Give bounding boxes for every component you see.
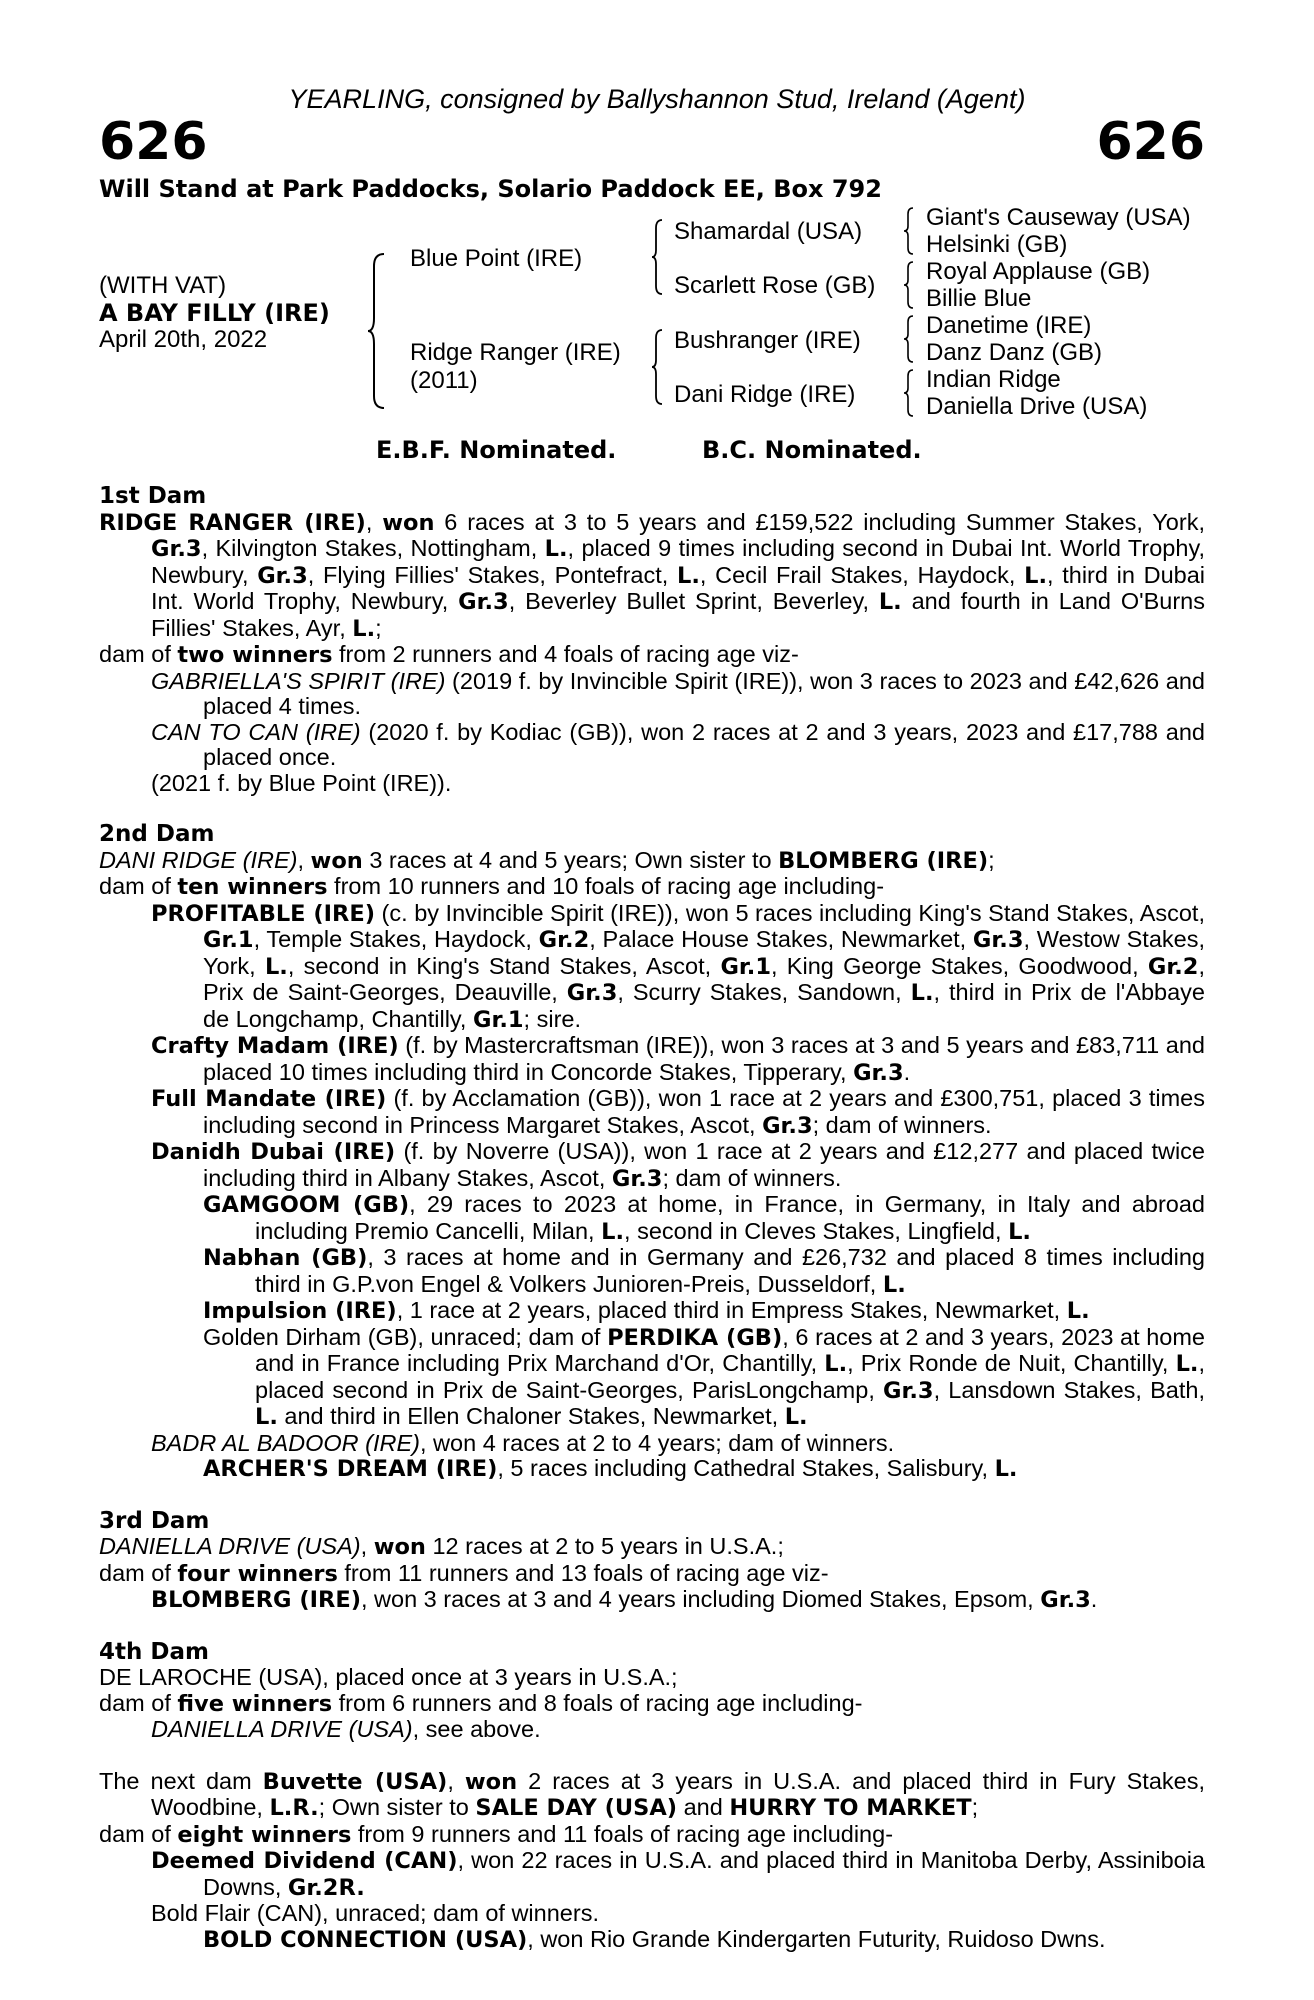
ggp-6: Danz Danz (GB) <box>926 339 1103 366</box>
stand-location: Will Stand at Park Paddocks, Solario Paddock EE, Box 792 <box>99 175 882 203</box>
produce-bold-connection: BOLD CONNECTION (USA), won Rio Grande Kindergarten Futurity, Ruidoso Dwns. <box>203 1925 1106 1953</box>
pedigree-brace-main <box>366 252 390 410</box>
dam-sire: Bushranger (IRE) <box>674 327 861 354</box>
ggp-3: Royal Applause (GB) <box>926 258 1151 285</box>
foaling-date: April 20th, 2022 <box>99 326 268 353</box>
catalogue-body <box>99 484 1205 1953</box>
produce-blomberg: BLOMBERG (IRE), won 3 races at 3 and 4 years including Diomed Stakes, Epsom, Gr.3. <box>151 1586 1098 1613</box>
sire-sire: Shamardal (USA) <box>674 218 863 245</box>
bc-nomination: B.C. Nominated. <box>702 436 922 464</box>
produce-badr-al-badoor: BADR AL BADOOR (IRE), won 4 races at 2 to 4 years; dam of winners. <box>151 1429 895 1456</box>
fourth-dam-produce-summary: dam of five winners from 6 runners and 8 foals of racing age including- <box>99 1689 863 1717</box>
produce-impulsion: Impulsion (IRE), 1 race at 2 years, placed third in Empress Stakes, Newmarket, L. <box>203 1297 1090 1324</box>
produce-daniella-drive: DANIELLA DRIVE (USA), see above. <box>151 1716 541 1742</box>
ggp-5: Danetime (IRE) <box>926 312 1092 339</box>
first-dam-produce-summary: dam of two winners from 2 runners and 4 foals of racing age viz- <box>99 641 799 668</box>
lot-number-right: 626 <box>1096 112 1205 172</box>
produce-bold-flair: Bold Flair (CAN), unraced; dam of winners. <box>151 1900 599 1926</box>
lot-number-left: 626 <box>99 112 208 172</box>
vat-label: (WITH VAT) <box>99 272 227 299</box>
ggp-2: Helsinki (GB) <box>926 231 1068 258</box>
third-dam-heading: 3rd Dam <box>99 1507 210 1534</box>
fourth-dam-heading: 4th Dam <box>99 1638 209 1665</box>
produce-can-to-can: CAN TO CAN (IRE) (2020 f. by Kodiac (GB)), won 2 races at 2 and 3 years, 2023 and £17,788 and placed once. <box>151 718 1205 770</box>
dam-dam: Dani Ridge (IRE) <box>674 381 856 408</box>
produce-2021-filly: (2021 f. by Blue Point (IRE)). <box>151 769 452 796</box>
ggp-4: Billie Blue <box>926 285 1032 312</box>
horse-name: A BAY FILLY (IRE) <box>99 299 330 327</box>
next-dam-record: The next dam Buvette (USA), won 2 races at 3 years in U.S.A. and placed third in Fury Stakes, Woodbine, L.R.; Own sister to SALE DAY (USA) and HURRY TO MARKET; <box>99 1767 1205 1821</box>
produce-gabriellas-spirit: GABRIELLA'S SPIRIT (IRE) (2019 f. by Invincible Spirit (IRE)), won 3 races to 2023 and £42,626 and placed 4 times. <box>151 667 1205 719</box>
produce-crafty-madam: Crafty Madam (IRE) (f. by Mastercraftsman (IRE)), won 3 races at 3 and 5 years and £83,711 and placed 10 times including third in Concorde Stakes, Tipperary, Gr.3. <box>151 1032 1205 1086</box>
produce-golden-dirham: Golden Dirham (GB), unraced; dam of PERDIKA (GB), 6 races at 2 and 3 years, 2023 at home and in France including Prix Marchand d'Or, Chantilly, L., Prix Ronde de Nuit, Chantilly, L., placed second in Prix de Saint-Georges, ParisLongchamp, Gr.3, Lansdown Stakes, Bath, L. and third in Ellen Chaloner Stakes, Newmarket, L. <box>203 1323 1205 1430</box>
dam-year: (2011) <box>410 367 478 394</box>
produce-danidh-dubai: Danidh Dubai (IRE) (f. by Noverre (USA)), won 1 race at 2 years and £12,277 and placed twice including third in Albany Stakes, Ascot, Gr.3; dam of winners. <box>151 1138 1205 1192</box>
second-dam-heading: 2nd Dam <box>99 821 215 847</box>
dam: Ridge Ranger (IRE) <box>410 339 621 366</box>
first-dam-heading: 1st Dam <box>99 483 207 509</box>
ebf-nomination: E.B.F. Nominated. <box>376 436 617 464</box>
produce-profitable: PROFITABLE (IRE) (c. by Invincible Spirit (IRE)), won 5 races including King's Stand Stakes, Ascot, Gr.1, Temple Stakes, Haydock, Gr.2, Palace House Stakes, Newmarket, Gr.3, Westow Stakes, York, L., second in King's Stand Stakes, Ascot, Gr.1, King George Stakes, Goodwood, Gr.2, Prix de Saint-Georges, Deauville, Gr.3, Scurry Stakes, Sandown, L., third in Prix de l'Abbaye de Longchamp, Chantilly, Gr.1; sire. <box>151 899 1205 1033</box>
gen3-brace-4 <box>902 368 916 418</box>
consignment-line: YEARLING, consigned by Ballyshannon Stud, Ireland (Agent) <box>288 84 1026 114</box>
gen3-brace-1 <box>902 206 916 256</box>
sire: Blue Point (IRE) <box>410 245 583 272</box>
third-dam-produce-summary: dam of four winners from 11 runners and 13 foals of racing age viz- <box>99 1559 829 1587</box>
produce-deemed-dividend: Deemed Dividend (CAN), won 22 races in U.S.A. and placed third in Manitoba Derby, Assiniboia Downs, Gr.2R. <box>151 1847 1205 1901</box>
produce-full-mandate: Full Mandate (IRE) (f. by Acclamation (GB)), won 1 race at 2 years and £300,751, placed 3 times including second in Princess Margaret Stakes, Ascot, Gr.3; dam of winners. <box>151 1085 1205 1139</box>
third-dam-record: DANIELLA DRIVE (USA), won 12 races at 2 to 5 years in U.S.A.; <box>99 1533 784 1560</box>
first-dam-record: RIDGE RANGER (IRE), won 6 races at 3 to 5 years and £159,522 including Summer Stakes, York, Gr.3, Kilvington Stakes, Nottingham, L., placed 9 times including second in Dubai Int. World Trophy, Newbury, Gr.3, Flying Fillies' Stakes, Pontefract, L., Cecil Frail Stakes, Haydock, L., third in Dubai Int. World Trophy, Newbury, Gr.3, Beverley Bullet Sprint, Beverley, L. and fourth in Land O'Burns Fillies' Stakes, Ayr, L.; <box>99 508 1205 642</box>
ggp-7: Indian Ridge <box>926 366 1061 393</box>
gen3-brace-2 <box>902 260 916 310</box>
dam-brace <box>650 328 666 406</box>
second-dam-produce-summary: dam of ten winners from 10 runners and 10 foals of racing age including- <box>99 873 885 900</box>
sire-brace <box>650 218 666 296</box>
produce-gamgoom: GAMGOOM (GB), 29 races to 2023 at home, in France, in Germany, in Italy and abroad including Premio Cancelli, Milan, L., second in Cleves Stakes, Lingfield, L. <box>203 1191 1205 1245</box>
ggp-8: Daniella Drive (USA) <box>926 393 1148 420</box>
second-dam-record: DANI RIDGE (IRE), won 3 races at 4 and 5 years; Own sister to BLOMBERG (IRE); <box>99 846 995 874</box>
ggp-1: Giant's Causeway (USA) <box>926 204 1191 231</box>
fourth-dam-record: DE LAROCHE (USA), placed once at 3 years in U.S.A.; <box>99 1664 678 1690</box>
next-dam-produce-summary: dam of eight winners from 9 runners and 11 foals of racing age including- <box>99 1820 894 1848</box>
sire-dam: Scarlett Rose (GB) <box>674 272 876 299</box>
produce-nabhan: Nabhan (GB), 3 races at home and in Germany and £26,732 and placed 8 times including third in G.P.von Engel & Volkers Junioren-Preis, Dusseldorf, L. <box>203 1244 1205 1298</box>
gen3-brace-3 <box>902 314 916 364</box>
produce-archers-dream: ARCHER'S DREAM (IRE), 5 races including Cathedral Stakes, Salisbury, L. <box>203 1455 1018 1482</box>
